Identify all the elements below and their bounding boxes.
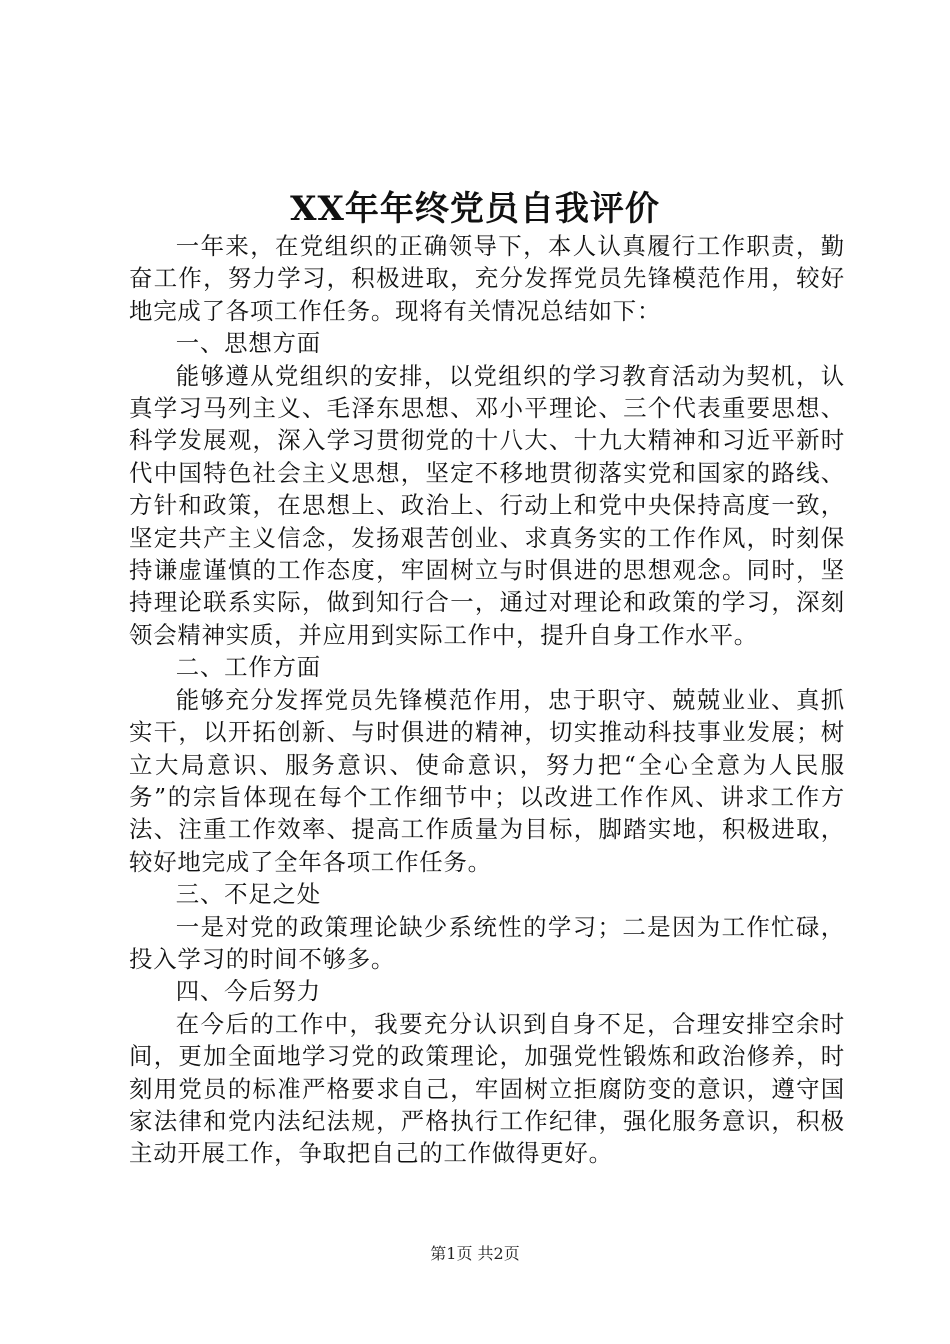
section-heading-shortcomings: 三、不足之处 — [175, 880, 321, 909]
thought-paragraph: 能够遵从党组织的安排，以党组织的学习教育活动为契机，认真学习马列主义、毛泽东思想、邓小平理论、三个代表重要思想、科学发展观，深入学习贯彻党的十八大、十九大精神和习近平新时代中国特色社会主义思想，坚定不移地贯彻落实党和国家的路线、方针和政策，在思想上、政治上、行动上和党中央保持高度一致，坚定共产主义信念，发扬艰苦创业、求真务实的工作作风，时刻保持谦虚谨慎的工作态度，牢固树立与时俱进的思想观念。同时，坚持理论联系实际，做到知行合一，通过对理论和政策的学习，深刻领会精神实质，并应用到实际工作中，提升自身工作水平。 — [129, 361, 845, 649]
section-heading-work: 二、工作方面 — [175, 653, 321, 682]
shortcomings-paragraph: 一是对党的政策理论缺少系统性的学习；二是因为工作忙碌，投入学习的时间不够多。 — [129, 912, 845, 973]
section-heading-thought: 一、思想方面 — [175, 329, 321, 358]
future-paragraph: 在今后的工作中，我要充分认识到自身不足，合理安排空余时间，更加全面地学习党的政策理论，加强党性锻炼和政治修养，时刻用党员的标准严格要求自己，牢固树立拒腐防变的意识，遵守国家法律和党内法纪法规，严格执行工作纪律，强化服务意识，积极主动开展工作，争取把自己的工作做得更好。 — [129, 1009, 845, 1168]
work-paragraph: 能够充分发挥党员先锋模范作用，忠于职守、兢兢业业、真抓实干，以开拓创新、与时俱进的精神，切实推动科技事业发展；树立大局意识、服务意识、使命意识，努力把“全心全意为人民服务”的宗旨体现在每个工作细节中；以改进工作作风、讲求工作方法、注重工作效率、提高工作质量为目标，脚踏实地，积极进取，较好地完成了全年各项工作任务。 — [129, 685, 845, 876]
document-body — [129, 230, 845, 1170]
page-footer: 第1页 共2页 — [430, 1244, 520, 1263]
intro-paragraph: 一年来，在党组织的正确领导下，本人认真履行工作职责，勤奋工作，努力学习，积极进取，充分发挥党员先锋模范作用，较好地完成了各项工作任务。现将有关情况总结如下： — [129, 232, 845, 325]
section-heading-future: 四、今后努力 — [175, 977, 321, 1006]
document-title: XX年年终党员自我评价 — [290, 189, 660, 229]
